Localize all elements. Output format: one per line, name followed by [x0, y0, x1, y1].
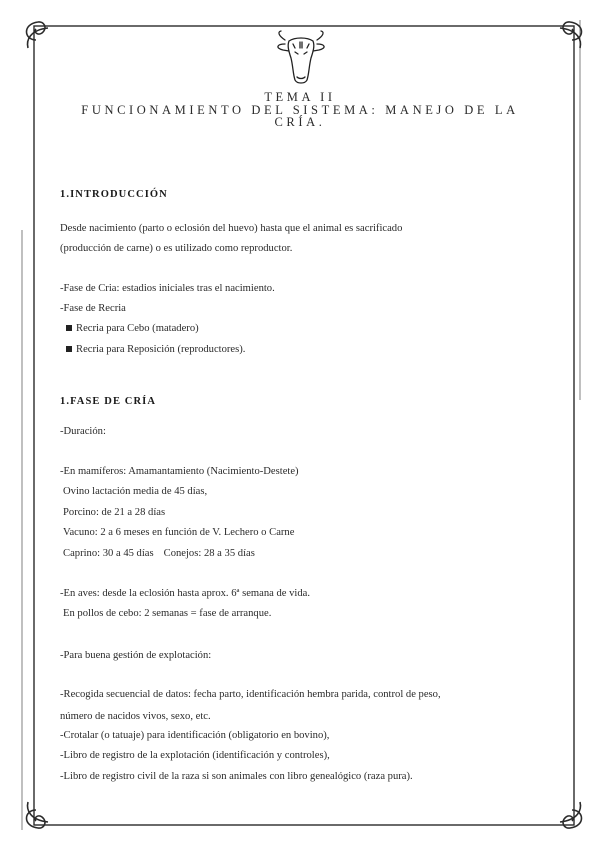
recogida-line-1: -Recogida secuencial de datos: fecha parto, identificación hembra parida, control de peso,	[60, 689, 441, 700]
vacuno-line: Vacuno: 2 a 6 meses en función de V. Lechero o Carne	[63, 527, 295, 538]
caprino-text: Caprino: 30 a 45 días	[63, 548, 154, 559]
mamiferos-line: -En mamíferos: Amamantamiento (Nacimiento-Destete)	[60, 466, 299, 477]
intro-paragraph-line-1: Desde nacimiento (parto o eclosión del huevo) hasta que el animal es sacrificado	[60, 223, 403, 234]
cow-head-icon	[273, 30, 329, 88]
corner-ornament-bottom-left	[27, 802, 49, 828]
bullet-item-cebo	[60, 322, 199, 335]
libro-civil-line: -Libro de registro civil de la raza si son animales con libro genealógico (raza pura).	[60, 771, 413, 782]
porcino-line: Porcino: de 21 a 28 días	[63, 507, 166, 518]
chapter-title	[40, 91, 560, 129]
bullet-item-reposicion	[60, 343, 245, 356]
recogida-line-2: número de nacidos vivos, sexo, etc.	[60, 711, 211, 722]
section-heading-fase-cria: 1.FASE DE CRÍA	[60, 396, 157, 407]
title-line-2: FUNCIONAMIENTO DEL SISTEMA: MANEJO DE LA	[81, 102, 519, 117]
title-line-1: TEMA II	[264, 90, 336, 104]
bullet-text-cebo: Recria para Cebo (matadero)	[76, 323, 199, 334]
caprino-conejos-line	[63, 547, 255, 560]
conejos-text: Conejos: 28 a 35 días	[163, 548, 255, 559]
crotalar-line: -Crotalar (o tatuaje) para identificación (obligatorio en bovino),	[60, 730, 330, 741]
bullet-icon	[66, 325, 72, 331]
gestion-line: -Para buena gestión de explotación:	[60, 650, 212, 661]
pollos-line: En pollos de cebo: 2 semanas = fase de arranque.	[63, 608, 272, 619]
section-heading-introduccion: 1.INTRODUCCIÓN	[60, 189, 168, 200]
libro-registro-line: -Libro de registro de la explotación (identificación y controles),	[60, 750, 330, 761]
duracion-line: -Duración:	[60, 426, 106, 437]
intro-paragraph-line-2: (producción de carne) o es utilizado como reproductor.	[60, 243, 293, 254]
ovino-line: Ovino lactación media de 45 días,	[63, 486, 208, 497]
corner-ornament-bottom-right	[560, 802, 582, 828]
fase-cria-line: -Fase de Cria: estadios iniciales tras el nacimiento.	[60, 283, 275, 294]
bullet-icon	[66, 346, 72, 352]
aves-line: -En aves: desde la eclosión hasta aprox. 6ª semana de vida.	[60, 588, 311, 599]
title-line-3: CRÍA.	[274, 115, 326, 129]
bullet-text-reposicion: Recria para Reposición (reproductores).	[76, 344, 246, 355]
fase-recria-line: -Fase de Recria	[60, 303, 126, 314]
